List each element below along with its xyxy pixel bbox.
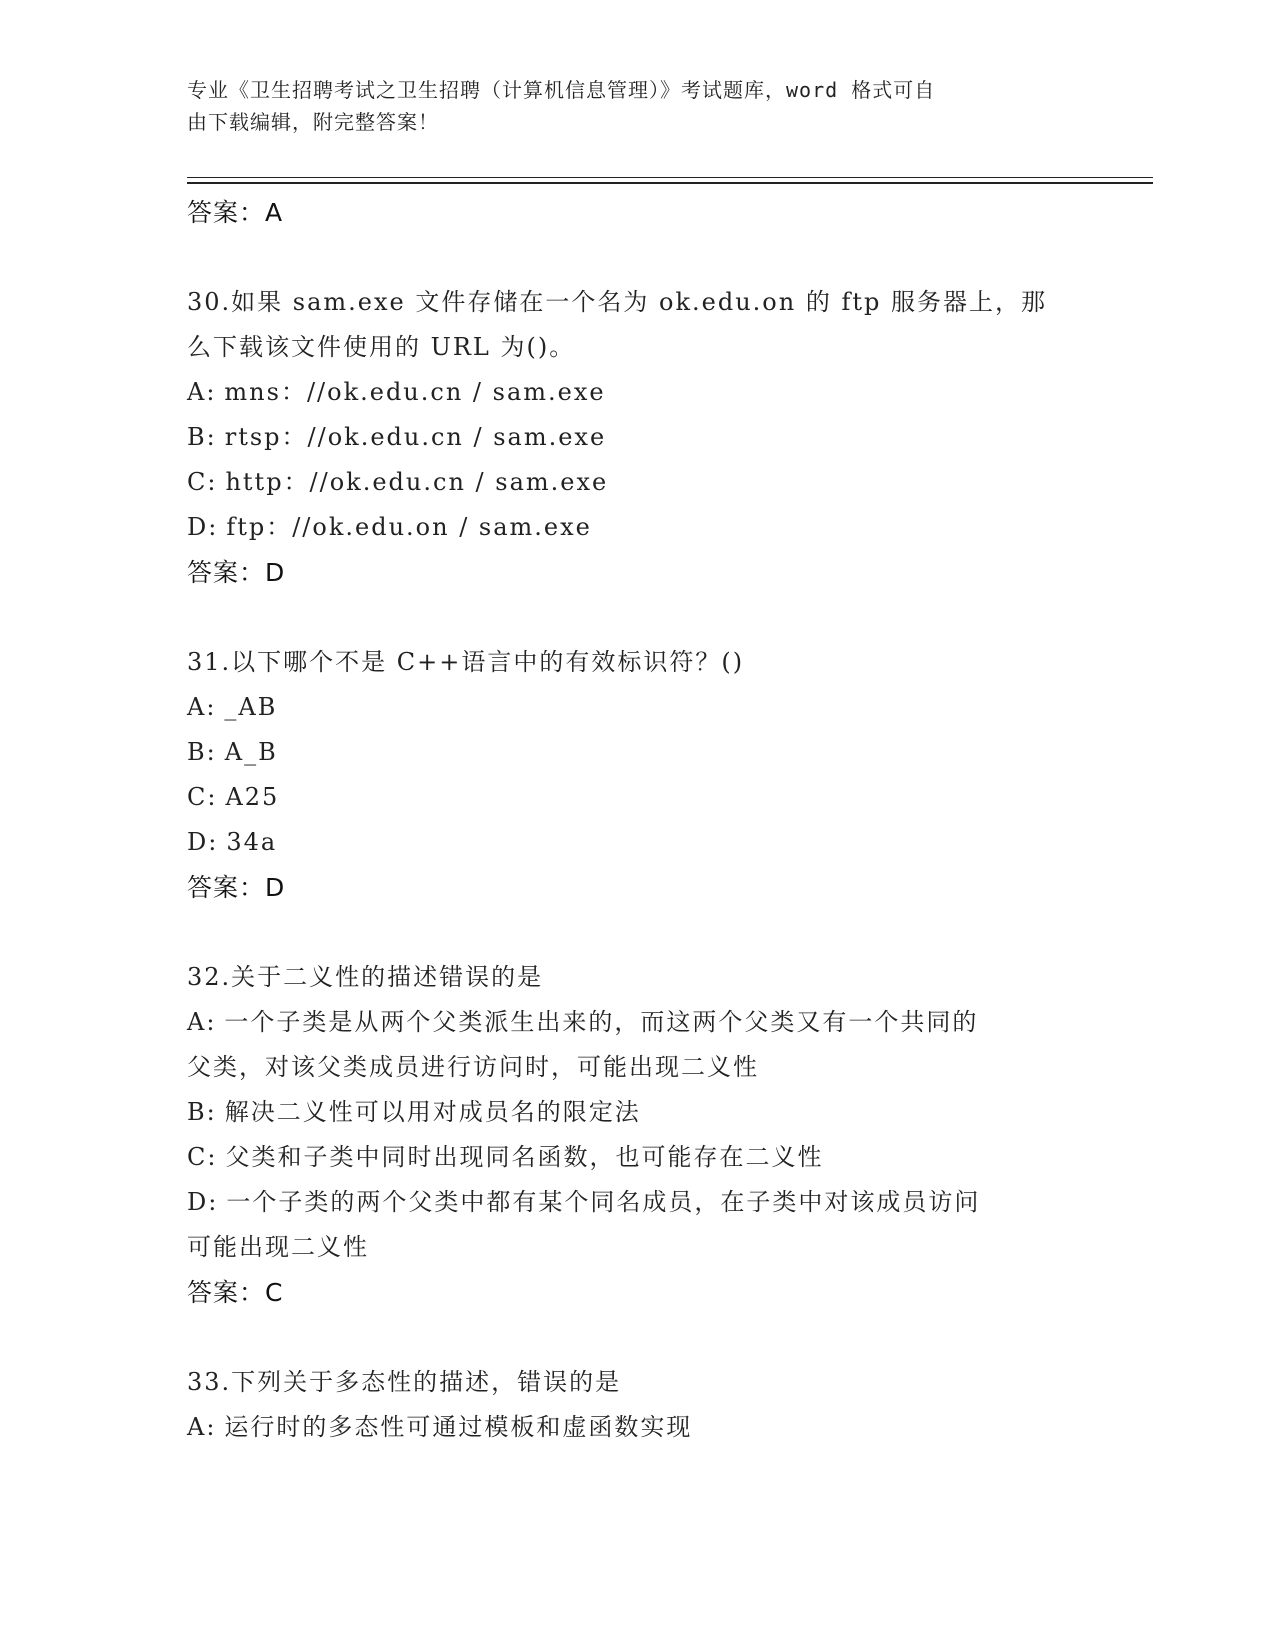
option-a-continued: 父类，对该父类成员进行访问时，可能出现二义性 [187,1053,759,1081]
question-stem: 33.下列关于多态性的描述，错误的是 [187,1368,622,1396]
option-c: C: A25 [187,783,280,811]
question-32 [187,955,1087,1315]
question-stem: 31.以下哪个不是 C++语言中的有效标识符？() [187,648,745,676]
option-a: A: mns：//ok.edu.cn / sam.exe [187,378,606,406]
option-b: B: rtsp：//ok.edu.cn / sam.exe [187,423,607,451]
header-divider-thin [187,177,1153,178]
option-d-continued: 可能出现二义性 [187,1233,369,1261]
header-line-2: 由下载编辑，附完整答案！ [187,110,439,134]
question-stem: 32.关于二义性的描述错误的是 [187,963,544,991]
option-a: A: 一个子类是从两个父类派生出来的，而这两个父类又有一个共同的 [187,1008,979,1036]
answer-line: 答案：D [187,873,286,902]
answer-line: 答案：D [187,558,286,587]
option-d: D: 34a [187,828,278,856]
answer-line: 答案：C [187,1278,284,1307]
question-stem: 30.如果 sam.exe 文件存储在一个名为 ok.edu.on 的 ftp 服务器上，那 [187,288,1047,316]
option-b: B: 解决二义性可以用对成员名的限定法 [187,1098,641,1126]
option-d: D: ftp：//ok.edu.on / sam.exe [187,513,592,541]
question-stem: 么下载该文件使用的 URL 为()。 [187,333,576,361]
question-31 [187,640,1087,910]
header-divider-thick [187,182,1153,184]
document-header [187,74,1087,138]
option-a: A: _AB [187,693,278,721]
header-line-1: 专业《卫生招聘考试之卫生招聘（计算机信息管理）》考试题库，word 格式可自 [187,78,936,102]
question-30 [187,280,1087,595]
option-d: D: 一个子类的两个父类中都有某个同名成员，在子类中对该成员访问 [187,1188,981,1216]
option-c: C: 父类和子类中同时出现同名函数，也可能存在二义性 [187,1143,824,1171]
question-33 [187,1360,1087,1450]
option-a: A: 运行时的多态性可通过模板和虚函数实现 [187,1413,693,1441]
option-b: B: A_B [187,738,278,766]
option-c: C: http：//ok.edu.cn / sam.exe [187,468,609,496]
question-list [187,190,1087,1450]
answer-line: 答案：A [187,198,284,227]
